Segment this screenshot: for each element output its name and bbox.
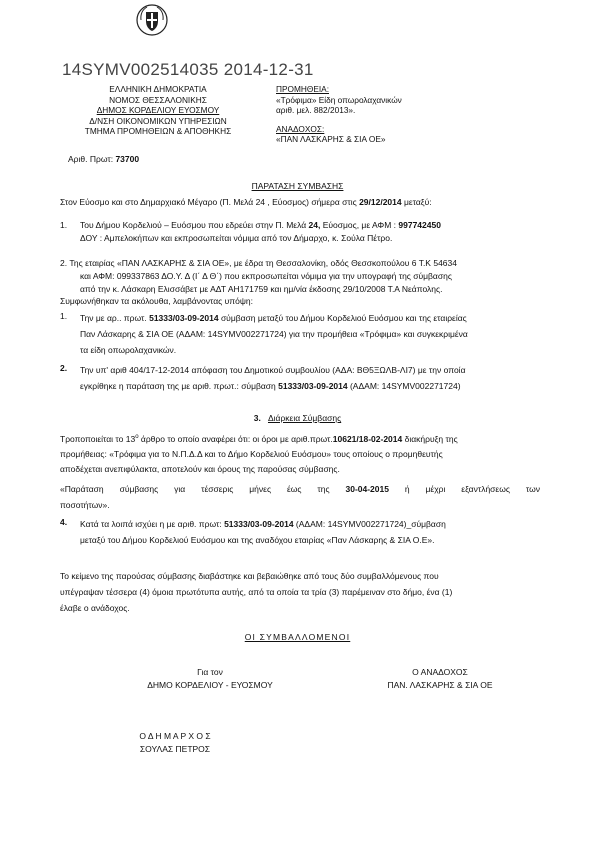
condition-text: Την υπ' αριθ 404/17-12-2014 απόφαση του Δημοτικού συμβουλίου (ΑΔΑ: ΒΘ5ΞΩΛΒ-ΛΙ7) με την οποία <box>80 365 466 375</box>
supply-header <box>276 84 476 145</box>
amend-text: αποδέχεται ανεπιφύλακτα, αποτελούν και όρους της παρούσας σύμβασης. <box>60 463 340 474</box>
protocol-number <box>68 154 139 164</box>
signature-municipality <box>100 666 320 692</box>
header-line: ΤΜΗΜΑ ΠΡΟΜΗΘΕΙΩΝ & ΑΠΟΘΗΚΗΣ <box>84 126 232 136</box>
amend-text: προμήθειας: «Τρόφιμα για το Ν.Π.Δ.Δ και το Δήμο Κορδελιού Ευόσμου» τους οποίους ο προμηθευτής <box>60 448 443 459</box>
closing-text: έλαβε ο ανάδοχος. <box>60 603 130 613</box>
signature-line: ΔΗΜΟ ΚΟΡΔΕΛΙΟΥ - ΕΥΟΣΜΟΥ <box>147 680 273 690</box>
signature-contractor <box>330 666 550 692</box>
contractor-value: «ΠΑΝ ΛΑΣΚΑΡΗΣ & ΣΙΑ ΟΕ» <box>276 134 386 144</box>
intro-tail: μεταξύ: <box>401 197 432 207</box>
condition-ref: 51333/03-09-2014 <box>278 381 348 391</box>
closing-text: Το κείμενο της παρούσας σύμβασης διαβάστηκε και βεβαιώθηκε από τους δύο συμβαλλόμενους που <box>60 571 439 581</box>
condition-text: Παν Λάσκαρης & ΣΙΑ ΟΕ (ΑΔΑΜ: 14SYMV002271724) για την προμήθεια «Τρόφιμα» και συγκεκριμένα <box>80 329 468 339</box>
amend-text: Τροποποιείται το 13 <box>60 433 136 444</box>
signature-line: Ο Δ Η Μ Α Ρ Χ Ο Σ <box>139 731 211 741</box>
signature-mayor <box>100 730 250 756</box>
party-text: Του Δήμου Κορδελιού – Ευόσμου που εδρεύει στην Π. Μελά <box>80 220 307 230</box>
amendment-paragraph <box>60 430 540 477</box>
amend-text: άρθρο το οποίο αναφέρει ότι: οι όροι με αριθ.πρωτ. <box>138 433 333 444</box>
extension-paragraph <box>60 481 540 513</box>
condition-text: τα είδη οπωρολαχανικών. <box>80 345 177 355</box>
party-number: 2. <box>60 258 68 268</box>
party-text: και ΑΦΜ: 099337863 ΔΟ.Υ. Δ (Ι΄ Δ Θ΄) που εκπροσωπείται νόμιμα για την υπογραφή της σύμβασης <box>80 271 452 281</box>
contracting-parties-title: ΟΙ ΣΥΜΒΑΛΛΟΜΕΝΟΙ <box>244 632 351 642</box>
signature-line: Ο ΑΝΑΔΟΧΟΣ <box>412 667 468 677</box>
condition-4 <box>60 516 540 548</box>
intro-paragraph <box>60 196 540 209</box>
supply-line: «Τρόφιμα» Είδη οπωρολαχανικών <box>276 94 402 105</box>
amend-text: διακήρυξη της <box>402 433 458 444</box>
party-text: Της εταιρίας «ΠΑΝ ΛΑΣΚΑΡΗΣ & ΣΙΑ ΟΕ», με έδρα τη Θεσσαλονίκη, οδός Θεσσκοπούλου 6 Τ.Κ 54634 <box>69 258 457 268</box>
supply-line: αριθ. μελ. 882/2013». <box>276 105 356 115</box>
section-number: 3. <box>253 413 261 423</box>
signature-line: ΠΑΝ. ΛΑΣΚΑΡΗΣ & ΣΙΑ ΟΕ <box>387 680 493 690</box>
condition-number: 4. <box>60 517 68 527</box>
condition-text: μεταξύ του Δήμου Κορδελιού Ευόσμου και της αναδόχου εταιρίας «Παν Λάσκαρης & ΣΙΑ Ο.Ε». <box>80 535 435 545</box>
protocol-label: Αριθ. Πρωτ: <box>68 154 114 164</box>
extension-date: 30-04-2015 <box>345 484 389 494</box>
extension-text: «Παράταση σύμβασης για τέσσερις μήνες έως της <box>60 484 346 494</box>
signature-line: ΣΟΥΛΑΣ ΠΕΤΡΟΣ <box>139 744 211 754</box>
extension-text: ποσοτήτων». <box>60 500 110 510</box>
condition-text: εγκρίθηκε η παράταση της με αριθ. πρωτ.: σύμβαση <box>80 381 279 391</box>
condition-text: σύμβαση μεταξύ του Δήμου Κορδελιού Ευόσμου και της εταιρείας <box>218 313 467 323</box>
signature-line: Για τον <box>197 667 223 677</box>
condition-number: 1. <box>60 311 68 321</box>
contractor-label: ΑΝΑΔΟΧΟΣ: <box>276 123 325 134</box>
supply-label: ΠΡΟΜΗΘΕΙΑ: <box>276 84 330 94</box>
issuer-header <box>60 84 256 137</box>
header-line: ΔΗΜΟΣ ΚΟΡΔΕΛΙΟΥ ΕΥΟΣΜΟΥ <box>96 105 220 115</box>
greek-emblem-icon <box>135 3 169 37</box>
section-3-heading <box>0 413 595 423</box>
amend-ref: 10621/18-02-2014 <box>332 433 403 444</box>
header-line: ΕΛΛΗΝΙΚΗ ΔΗΜΟΚΡΑΤΙΑ <box>109 84 207 94</box>
agreed-line: Συμφωνήθηκαν τα ακόλουθα, λαμβάνοντας υπόψη: <box>60 296 254 306</box>
header-line: ΝΟΜΟΣ ΘΕΣΣΑΛΟΝΙΚΗΣ <box>109 94 207 105</box>
condition-number: 2. <box>60 363 68 373</box>
party-text: ΔΟΥ : Αμπελοκήπων και εκπροσωπείται νόμιμα από τον Δήμαρχο, κ. Σούλα Πέτρο. <box>80 233 393 243</box>
party-text: 24, <box>306 220 321 230</box>
condition-text: Την με αρ.. πρωτ. <box>80 313 150 323</box>
document-title: ΠΑΡΑΤΑΣΗ ΣΥΜΒΑΣΗΣ <box>251 181 344 191</box>
document-stamp: 14SYMV002514035 2014-12-31 <box>62 60 314 79</box>
party-afm: 997742450 <box>398 220 441 230</box>
intro-text: Στον Εύοσμο και στο Δημαρχιακό Μέγαρο (Π. Μελά 24 , Εύοσμος) σήμερα στις <box>60 197 360 207</box>
section-title: Διάρκεια Σύμβασης <box>267 413 342 423</box>
party-1 <box>60 219 540 245</box>
party-2 <box>60 257 540 296</box>
condition-2 <box>60 362 540 394</box>
party-text: Εύοσμος, με ΑΦΜ : <box>320 220 399 230</box>
party-number: 1. <box>60 220 68 230</box>
amend-sup: ο <box>135 434 139 440</box>
party-text: από την κ. Λάσκαρη Ελισσάβετ με ΑΔΤ ΑΗ171759 και ημ/νία έκδοσης 29/10/2008 Τ.Α Νεάπολης. <box>80 284 443 294</box>
protocol-value: 73700 <box>115 154 140 164</box>
condition-text: Κατά τα λοιπά ισχύει η με αριθ. πρωτ: <box>80 519 225 529</box>
closing-text: υπέγραψαν τέσσερα (4) όμοια πρωτότυπα αυτής, από τα οποία τα τρία (3) παρέμειναν στο δήμο, ένα (1) <box>60 587 453 597</box>
condition-ref: 51333/03-09-2014 <box>149 313 219 323</box>
header-line: Δ/ΝΣΗ ΟΙΚΟΝΟΜΙΚΩΝ ΥΠΗΡΕΣΙΩΝ <box>89 115 227 126</box>
condition-1 <box>60 310 540 358</box>
condition-text: (ΑΔΑΜ: 14SYMV002271724) <box>347 381 461 391</box>
extension-text: ή μέχρι εξαντλήσεως των <box>388 484 540 494</box>
closing-paragraph <box>60 568 540 616</box>
intro-date: 29/12/2014 <box>359 197 402 207</box>
condition-text: (ΑΔΑΜ: 14SYMV002271724)_σύμβαση <box>293 519 446 529</box>
condition-ref: 51333/03-09-2014 <box>224 519 294 529</box>
